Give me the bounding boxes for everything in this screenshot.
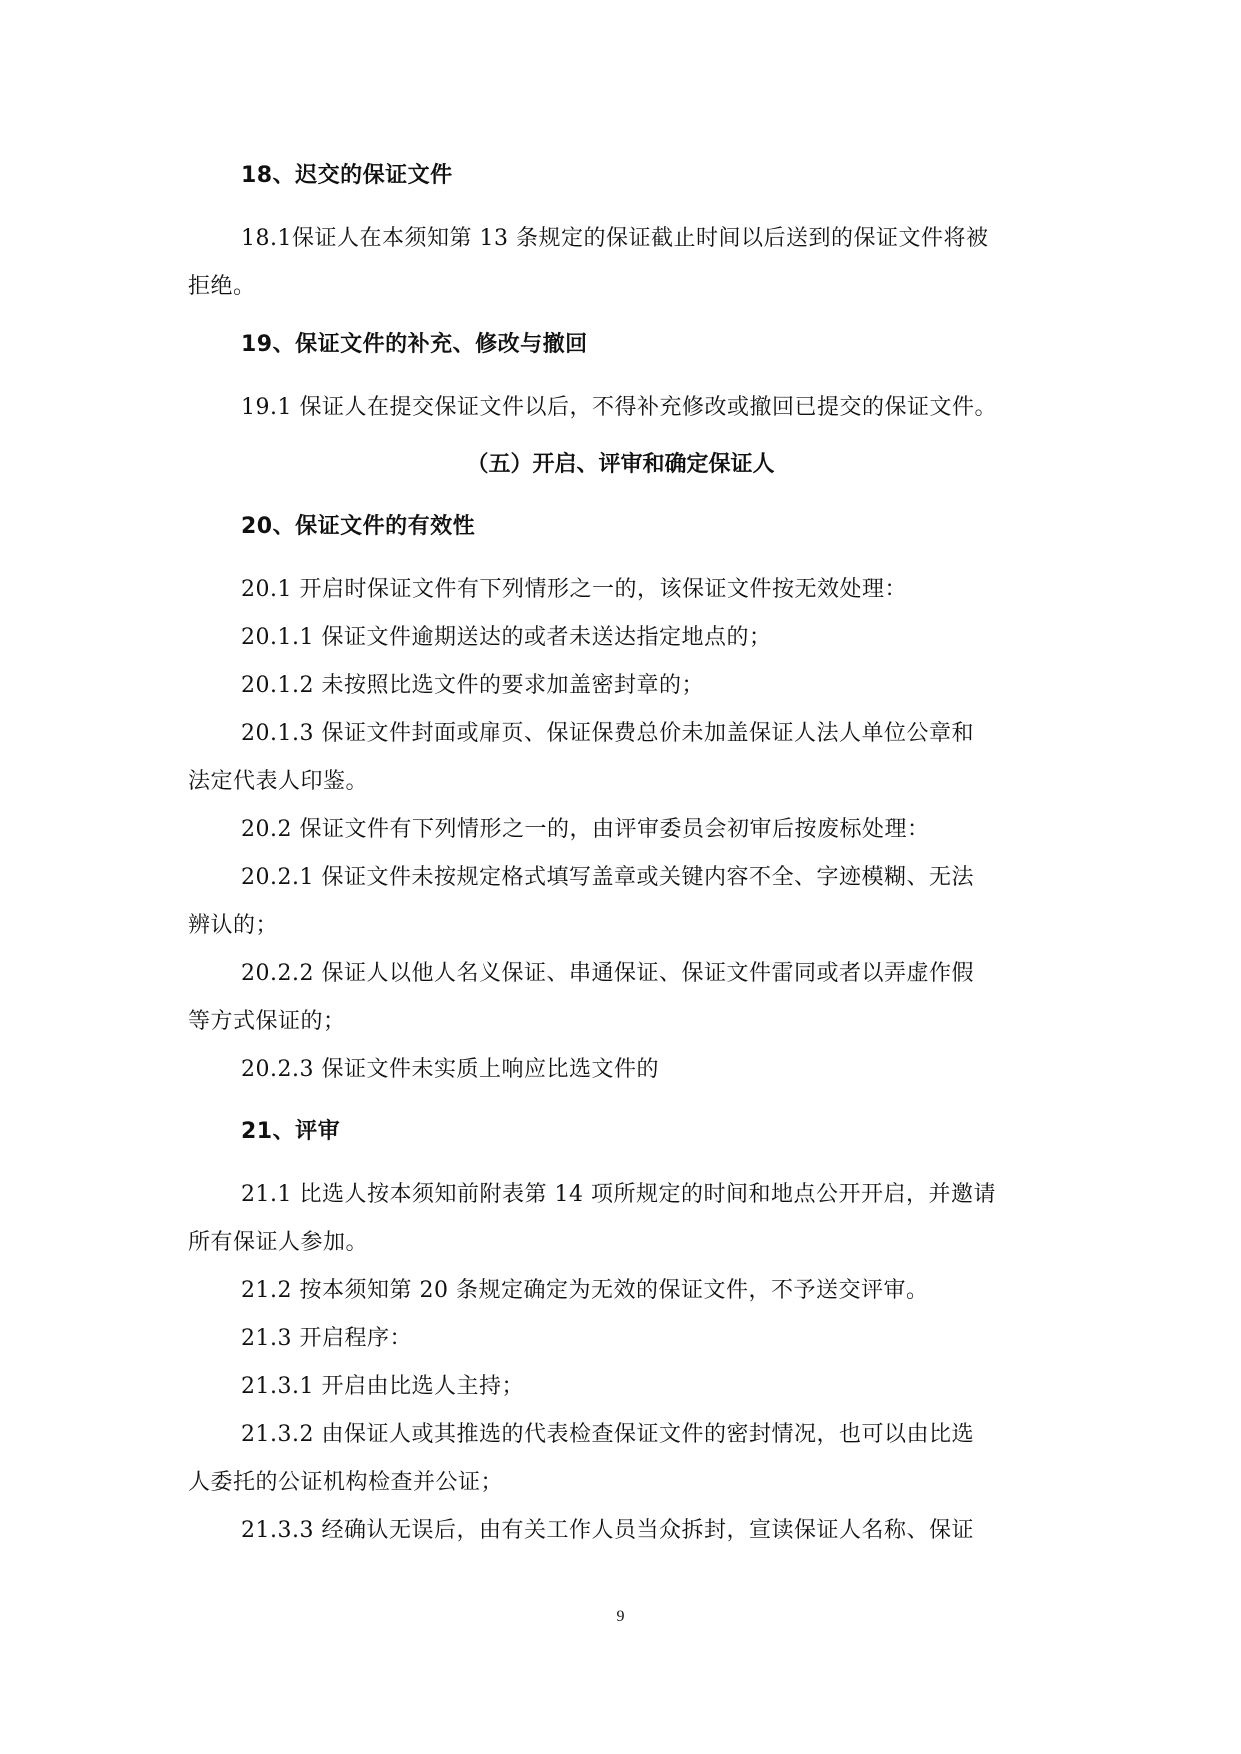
paragraph-18-1: 18.1保证人在本须知第 13 条规定的保证截止时间以后送到的保证文件将被 bbox=[241, 226, 989, 251]
paragraph-18-1-cont: 拒绝。 bbox=[188, 274, 256, 299]
paragraph-21-3-3: 21.3.3 经确认无误后，由有关工作人员当众拆封，宣读保证人名称、保证 bbox=[241, 1518, 974, 1543]
paragraph-20-2: 20.2 保证文件有下列情形之一的，由评审委员会初审后按废标处理： bbox=[241, 817, 930, 842]
paragraph-20-2-2-cont: 等方式保证的； bbox=[188, 1009, 346, 1034]
paragraph-21-3: 21.3 开启程序： bbox=[241, 1326, 412, 1351]
paragraph-20-1-1: 20.1.1 保证文件逾期送达的或者未送达指定地点的； bbox=[241, 625, 772, 650]
paragraph-21-1: 21.1 比选人按本须知前附表第 14 项所规定的时间和地点公开开启，并邀请 bbox=[241, 1182, 996, 1207]
paragraph-20-2-3: 20.2.3 保证文件未实质上响应比选文件的 bbox=[241, 1057, 659, 1082]
section-title-5: （五）开启、评审和确定保证人 bbox=[466, 452, 775, 477]
paragraph-19-1: 19.1 保证人在提交保证文件以后，不得补充修改或撤回已提交的保证文件。 bbox=[241, 395, 997, 420]
paragraph-21-2: 21.2 按本须知第 20 条规定确定为无效的保证文件，不予送交评审。 bbox=[241, 1278, 929, 1303]
heading-19: 19、保证文件的补充、修改与撤回 bbox=[241, 332, 588, 357]
paragraph-21-3-1: 21.3.1 开启由比选人主持； bbox=[241, 1374, 524, 1399]
page-number: 9 bbox=[616, 1608, 625, 1625]
heading-20: 20、保证文件的有效性 bbox=[241, 514, 476, 539]
paragraph-20-1-3: 20.1.3 保证文件封面或扉页、保证保费总价未加盖保证人法人单位公章和 bbox=[241, 721, 974, 746]
paragraph-20-2-2: 20.2.2 保证人以他人名义保证、串通保证、保证文件雷同或者以弄虚作假 bbox=[241, 961, 974, 986]
paragraph-21-3-2: 21.3.2 由保证人或其推选的代表检查保证文件的密封情况，也可以由比选 bbox=[241, 1422, 974, 1447]
heading-21: 21、评审 bbox=[241, 1119, 341, 1144]
paragraph-20-2-1-cont: 辨认的； bbox=[188, 913, 279, 938]
heading-18: 18、迟交的保证文件 bbox=[241, 163, 453, 188]
paragraph-21-3-2-cont: 人委托的公证机构检查并公证； bbox=[188, 1470, 504, 1495]
paragraph-20-1-2: 20.1.2 未按照比选文件的要求加盖密封章的； bbox=[241, 673, 704, 698]
paragraph-21-1-cont: 所有保证人参加。 bbox=[188, 1230, 369, 1255]
paragraph-20-2-1: 20.2.1 保证文件未按规定格式填写盖章或关键内容不全、字迹模糊、无法 bbox=[241, 865, 974, 890]
paragraph-20-1-3-cont: 法定代表人印鉴。 bbox=[188, 769, 369, 794]
paragraph-20-1: 20.1 开启时保证文件有下列情形之一的，该保证文件按无效处理： bbox=[241, 577, 907, 602]
